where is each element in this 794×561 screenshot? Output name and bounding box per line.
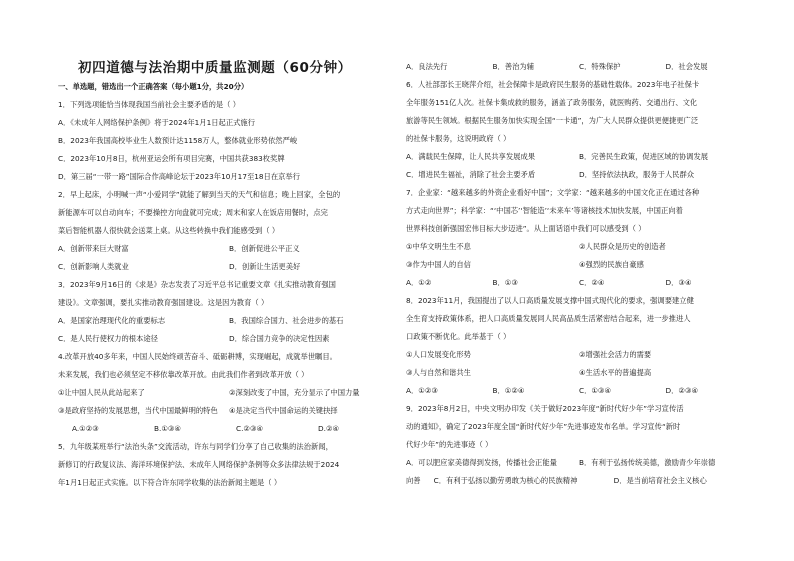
- q8-statements-row: [406, 364, 752, 382]
- q4-line: 未来发展，我们也必须坚定不移依靠改革开放。由此我们作者到改革开放（ ）: [58, 370, 309, 379]
- q8-options-row: [406, 382, 752, 400]
- q6-line: 旅游等民生领域。根据民生服务加快实现全国“一卡通”，为广大人民群众提供更便捷更广泛: [406, 116, 699, 125]
- q4-statements-row: [58, 384, 400, 402]
- q8-statements-row: [406, 346, 752, 364]
- q7-line: 方式走向世界”；科学家：“‘中国芯’‘智能造’‘未来车’等诸核技术加快发展，中国正向着: [406, 206, 683, 215]
- q8-option-d: D．②③④: [665, 386, 699, 395]
- q6-option-c: C．增进民生福祉，消除了社会主要矛盾: [406, 170, 536, 179]
- q2-line: 2．早上起床，小明喊一声“小爱同学”就能了解到当天的天气和信息；晚上回家，全包的: [58, 190, 341, 199]
- q5-option-c: C．特殊保护: [579, 62, 621, 71]
- q1-option-a: A．《未成年人网络保护条例》将于2024年1月1日起正式施行: [58, 118, 256, 127]
- q8-option-b: B．①②④: [492, 386, 525, 395]
- q4-statements-row: [58, 402, 400, 420]
- q3-option-a: A．是国家治理现代化的重要标志: [58, 316, 166, 325]
- q7-option-a: A．①②: [406, 278, 432, 287]
- q2-option-b: B．创新促进公平正义: [229, 244, 300, 253]
- q7-statements-row: [406, 256, 752, 274]
- q9-line: 动的通知》，确定了2023年度全国“新时代好少年”先进事迹发布名单。学习宣传“新时: [406, 422, 681, 431]
- q4-statement-4: ④是决定当代中国命运的关键抉择: [229, 406, 338, 415]
- q6-options-row: [406, 148, 752, 166]
- q4-option-c: C.②③④: [236, 424, 264, 433]
- q6-options-row: [406, 166, 752, 184]
- q9-option-a: A．可以肥应家美德得到发扬，传播社会正能量: [406, 458, 557, 467]
- q4-options-row: [58, 420, 400, 438]
- q3-line: 建设》。文章强调，要扎实推动教育强国建设。这是因为教育（ ）: [58, 298, 269, 307]
- q3-option-c: C．是人民行使权力的根本途径: [58, 334, 158, 343]
- q7-line: 7．企业家：“越来越多的外资企业看好中国”；文学家：“越来越多的中国文化正在通过各种: [406, 188, 700, 197]
- q5-line: 新修订的行政复议法、海洋环境保护法、未成年人网络保护条例等众多法律法规于2024: [58, 460, 340, 469]
- q8-line: 全生育支持政策体系，把人口高质量发展同人民高品质生活紧密结合起来，进一步推进人: [406, 314, 691, 323]
- q4-statement-1: ①让中国人民从此站起来了: [58, 388, 145, 397]
- q9-option-b: B．有利于弘扬传统美德，激励青少年崇德: [579, 458, 716, 467]
- q2-line: 菜后智能机器人很快就会送菜上桌。从这些转换中我们能感受到（ ）: [58, 226, 280, 235]
- q7-statement-4: ④强烈的民族自豪感: [579, 260, 644, 269]
- q8-option-c: C．①③④: [579, 386, 612, 395]
- q2-line: 新能源车可以自动向车；不要操控方向盘就可完成；周末和家人在饭店用餐时，点完: [58, 208, 328, 217]
- q3-options-row: [58, 330, 400, 348]
- q8-line: 口政策不断优化。此举基于（ ）: [406, 332, 511, 341]
- q7-options-row: [406, 274, 752, 292]
- q5-option-a: A．良法先行: [406, 62, 448, 71]
- q9-options-row: [406, 472, 752, 490]
- q9-option-d: D．是当前培育社会主义核心: [613, 476, 707, 485]
- q3-option-d: D．综合国力竞争的决定性因素: [229, 334, 330, 343]
- q4-option-d: D.②④: [318, 424, 340, 433]
- q9-line: 9．2023年8月2日，中央文明办印发《关于做好2023年度“新时代好少年”学习宣传活: [406, 404, 684, 413]
- q7-option-b: B．①③: [492, 278, 518, 287]
- q4-statement-2: ②深刻改变了中国，充分显示了中国力量: [229, 388, 360, 397]
- q4-statement-3: ③是政府坚持的发展思想，当代中国最鲜明的特色: [58, 406, 218, 415]
- q4-line: 4.改革开放40多年来，中国人民始终顽苦奋斗、砥砺耕博，实现崛起，成就举世瞩目。: [58, 352, 337, 361]
- q8-option-a: A．①②③: [406, 386, 438, 395]
- q7-option-c: C．②④: [579, 278, 605, 287]
- q7-option-d: D．③④: [665, 278, 692, 287]
- q1-stem: 1．下列选项能恰当体现我国当前社会主要矛盾的是（ ）: [58, 100, 241, 109]
- q2-option-d: D．创新让生活更美好: [229, 262, 301, 271]
- exam-title: 初四道德与法治期中质量监测题（60分钟）: [78, 60, 352, 76]
- q8-statement-1: ①人口发展变化形势: [406, 350, 471, 359]
- q5-line: 5．九年级某班举行“法治头条”交流活动，许东与同学们分享了自己收集的法治新闻，: [58, 442, 333, 451]
- q7-statement-1: ①中华文明生生不息: [406, 242, 471, 251]
- q8-line: 8．2023年11月，我国提出了以人口高质量发展支撑中国式现代化的要求，强调要建立健: [406, 296, 694, 305]
- q2-options-row: [58, 240, 400, 258]
- left-column: [58, 78, 400, 492]
- section-heading: 一、单选题，错选出一个正确答案（每小题1分，共20分）: [58, 82, 249, 91]
- q4-option-b: B.①③④: [154, 424, 181, 433]
- q6-line: 的社保卡服务，这说明政府（ ）: [406, 134, 511, 143]
- q2-option-a: A．创新带来巨大财富: [58, 244, 129, 253]
- q9-line: 代好少年”的先进事迹（ ）: [406, 440, 493, 449]
- q9-option-b-continued: 向善: [406, 476, 421, 485]
- q1-option-d: D．第三届“一带一路”国际合作高峰论坛于2023年10月17至18日在京举行: [58, 172, 301, 181]
- q9-options-row: [406, 454, 752, 472]
- q8-statement-4: ④生活水平的普遍提高: [579, 368, 652, 377]
- q4-option-a: A.①②③: [72, 424, 99, 433]
- q3-options-row: [58, 312, 400, 330]
- q1-option-c: C．2023年10月8日，杭州亚运会所有项目完赛，中国共获383枚奖牌: [58, 154, 285, 163]
- q7-statements-row: [406, 238, 752, 256]
- q8-statement-3: ③人与自然和谐共生: [406, 368, 471, 377]
- q3-line: 3．2023年9月16日的《求是》杂志发表了习近平总书记重要文章《扎实推动教育强国: [58, 280, 336, 289]
- q5-line: 年1月1日起正式实施。以下符合许东同学收集的法治新闻主题是（ ）: [58, 478, 282, 487]
- q6-line: 6．人社部部长王晓萍介绍，社会保障卡是政府民生服务的基础性载体。2023年电子社保卡: [406, 80, 700, 89]
- q7-statement-2: ②人民群众是历史的创造者: [579, 242, 666, 251]
- q5-option-b: B．善治为辅: [492, 62, 534, 71]
- q6-option-a: A．满载民生保障，让人民共享发展成果: [406, 152, 536, 161]
- q6-option-b: B．完善民生政策，促进区域的协调发展: [579, 152, 709, 161]
- q5-options-row: [406, 58, 752, 76]
- q5-option-d: D．社会发展: [665, 62, 708, 71]
- q2-option-c: C．创新影响人类就业: [58, 262, 129, 271]
- q3-option-b: B．我国综合国力、社会进步的基石: [229, 316, 344, 325]
- q6-option-d: D．坚持依法执政，服务于人民群众: [579, 170, 695, 179]
- q1-option-b: B．2023年我国高校毕业生人数预计达1158万人，整体就业形势依然严峻: [58, 136, 298, 145]
- q8-statement-2: ②增强社会活力的需要: [579, 350, 652, 359]
- q6-line: 全年服务151亿人次。社保卡集成救的服务，涵盖了政务服务，就医购药、交通出行、文化: [406, 98, 698, 107]
- q7-statement-3: ③作为中国人的自信: [406, 260, 471, 269]
- right-column: [406, 58, 752, 490]
- q2-options-row: [58, 258, 400, 276]
- q9-option-c: C．有利于弘扬以勤劳勇敢为核心的民族精神: [433, 476, 578, 485]
- q7-line: 世界科技创新强国宏伟目标大步迈进”。从上面话语中我们可以感受到（ ）: [406, 224, 646, 233]
